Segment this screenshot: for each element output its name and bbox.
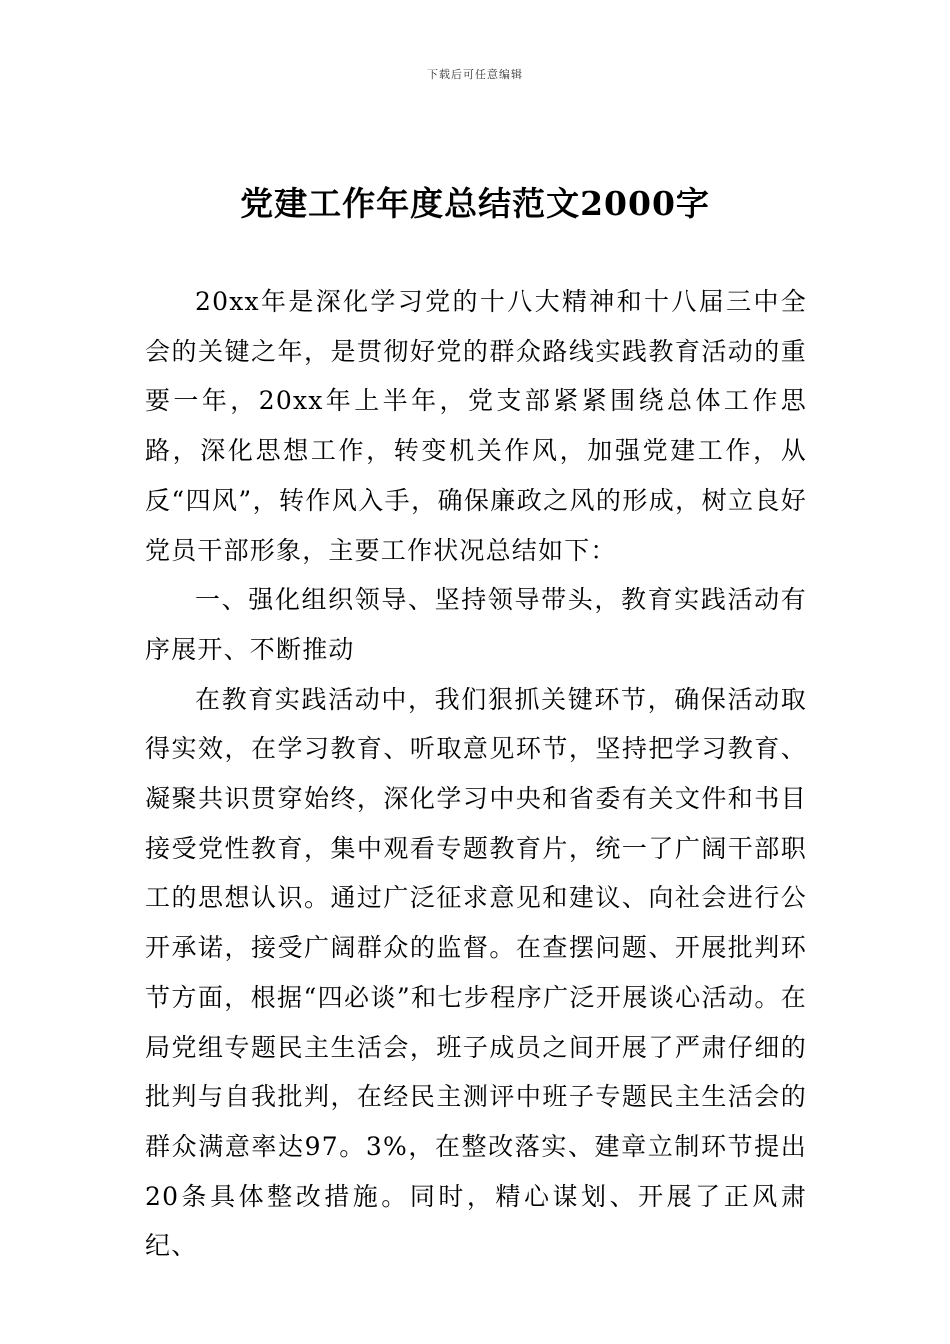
header-note: 下载后可任意编辑 <box>427 68 523 81</box>
section-heading-1: 一、强化组织领导、坚持领导带头，教育实践活动有序展开、不断推动 <box>145 585 807 664</box>
document-title: 党建工作年度总结范文2000字 <box>240 184 710 223</box>
document-body <box>145 277 807 1271</box>
paragraph-intro: 20xx年是深化学习党的十八大精神和十八届三中全会的关键之年，是贯彻好党的群众路线实践教育活动的重要一年，20xx年上半年，党支部紧紧围绕总体工作思路，深化思想工作，转变机关作风，加强党建工作，从反“四风”，转作风入手，确保廉政之风的形成，树立良好党员干部形象，主要工作状况总结如下： <box>145 287 807 565</box>
paragraph-section-1: 在教育实践活动中，我们狠抓关键环节，确保活动取得实效，在学习教育、听取意见环节，坚持把学习教育、凝聚共识贯穿始终，深化学习中央和省委有关文件和书目接受党性教育，集中观看专题教育片，统一了广阔干部职工的思想认识。通过广泛征求意见和建议、向社会进行公开承诺，接受广阔群众的监督。在查摆问题、开展批判环节方面，根据“四必谈”和七步程序广泛开展谈心活动。在局党组专题民主生活会，班子成员之间开展了严肃仔细的批判与自我批判，在经民主测评中班子专题民主生活会的群众满意率达97。3%，在整改落实、建章立制环节提出20条具体整改措施。同时，精心谋划、开展了正风肃纪、 <box>145 684 807 1261</box>
